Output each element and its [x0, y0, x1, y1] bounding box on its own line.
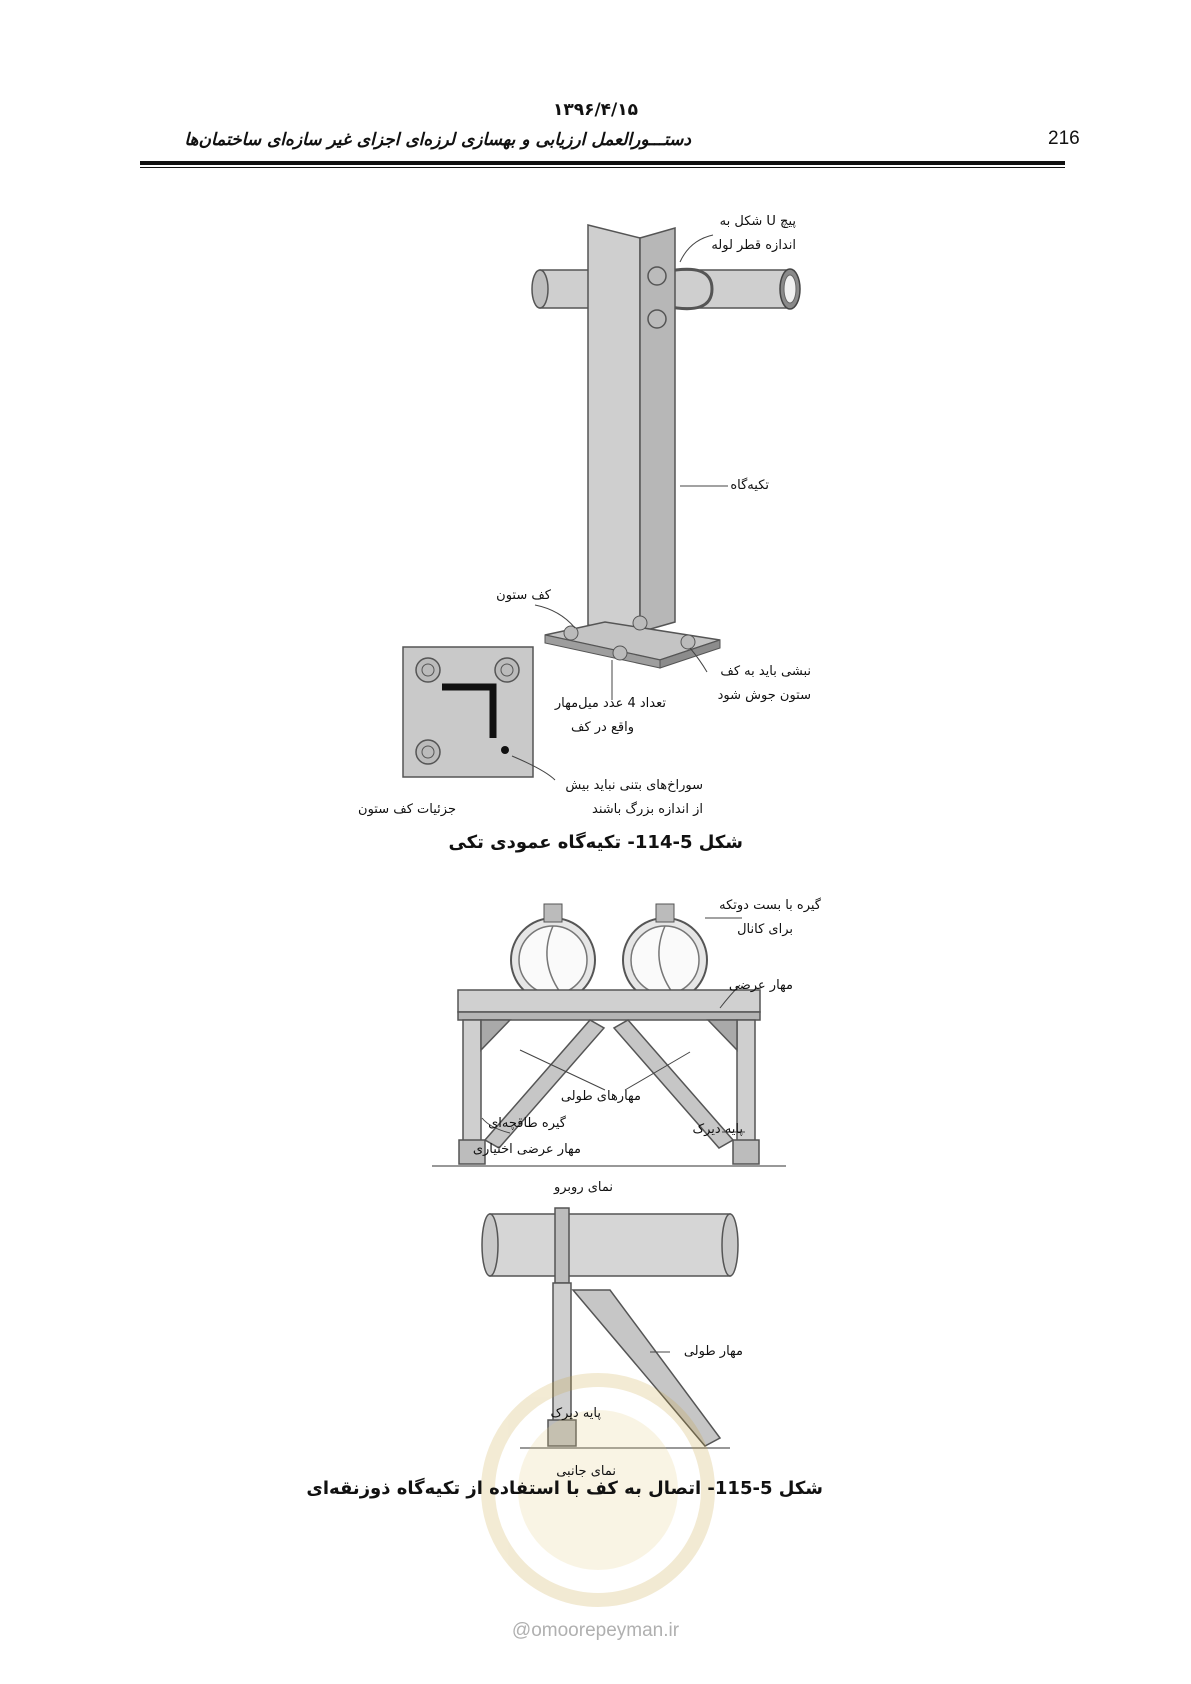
label-u-bolt-line2: اندازه قطر لوله	[711, 238, 796, 253]
label-front-view: نمای روبرو	[553, 1180, 613, 1195]
label-weld-line1: نبشی باید به کف	[720, 664, 811, 679]
label-shelf-clamp: گیره طاقچه‌ای	[488, 1116, 566, 1131]
label-optional-lateral: مهار عرضی اختیاری	[472, 1142, 581, 1157]
label-clamp-line1: گیره با بست دوتکه	[719, 898, 821, 913]
label-base-plate: کف ستون	[496, 588, 551, 603]
figure1-caption: شکل 5-114- تکیه‌گاه عمودی تکی	[448, 832, 743, 853]
label-anchors-line2: واقع در کف	[570, 720, 634, 735]
label-weld-line2: ستون جوش شود	[717, 688, 811, 703]
page-number: 216	[1048, 128, 1080, 149]
label-post-base-side: پایه دیرک	[550, 1406, 601, 1421]
label-holes-line2: از اندازه بزرگ باشند	[592, 802, 703, 817]
figure2-caption: شکل 5-115- اتصال به کف با استفاده از تکیه‌گاه ذوزنقه‌ای	[306, 1478, 823, 1499]
label-longitudinal-brace: مهار طولی	[683, 1344, 743, 1359]
label-post-base: پایه دیرک	[692, 1122, 743, 1137]
label-base-detail: جزئیات کف ستون	[358, 802, 456, 817]
label-holes-line1: سوراخ‌های بتنی نباید بیش	[565, 778, 703, 793]
label-anchors-line1: تعداد 4 عدد میل‌مهار	[554, 696, 666, 711]
watermark-text: @omoorepeyman.ir	[511, 1620, 680, 1641]
label-u-bolt-line1: پیچ U شکل به	[719, 214, 796, 229]
label-side-view: نمای جانبی	[556, 1464, 616, 1479]
label-clamp	[719, 894, 821, 942]
header-title: دستـــورالعمل ارزیابی و بهسازی لرزه‌ای اجزای غیر سازه‌ای ساختمان‌ها	[184, 130, 691, 150]
label-support: تکیه‌گاه	[730, 478, 769, 493]
header-date: ۱۳۹۶/۴/۱۵	[552, 100, 639, 120]
label-longitudinal-braces: مهارهای طولی	[560, 1089, 641, 1104]
label-lateral-brace: مهار عرضی	[728, 978, 793, 993]
label-clamp-line2: برای کانال	[737, 922, 793, 937]
front-view-pipes	[511, 904, 707, 1002]
